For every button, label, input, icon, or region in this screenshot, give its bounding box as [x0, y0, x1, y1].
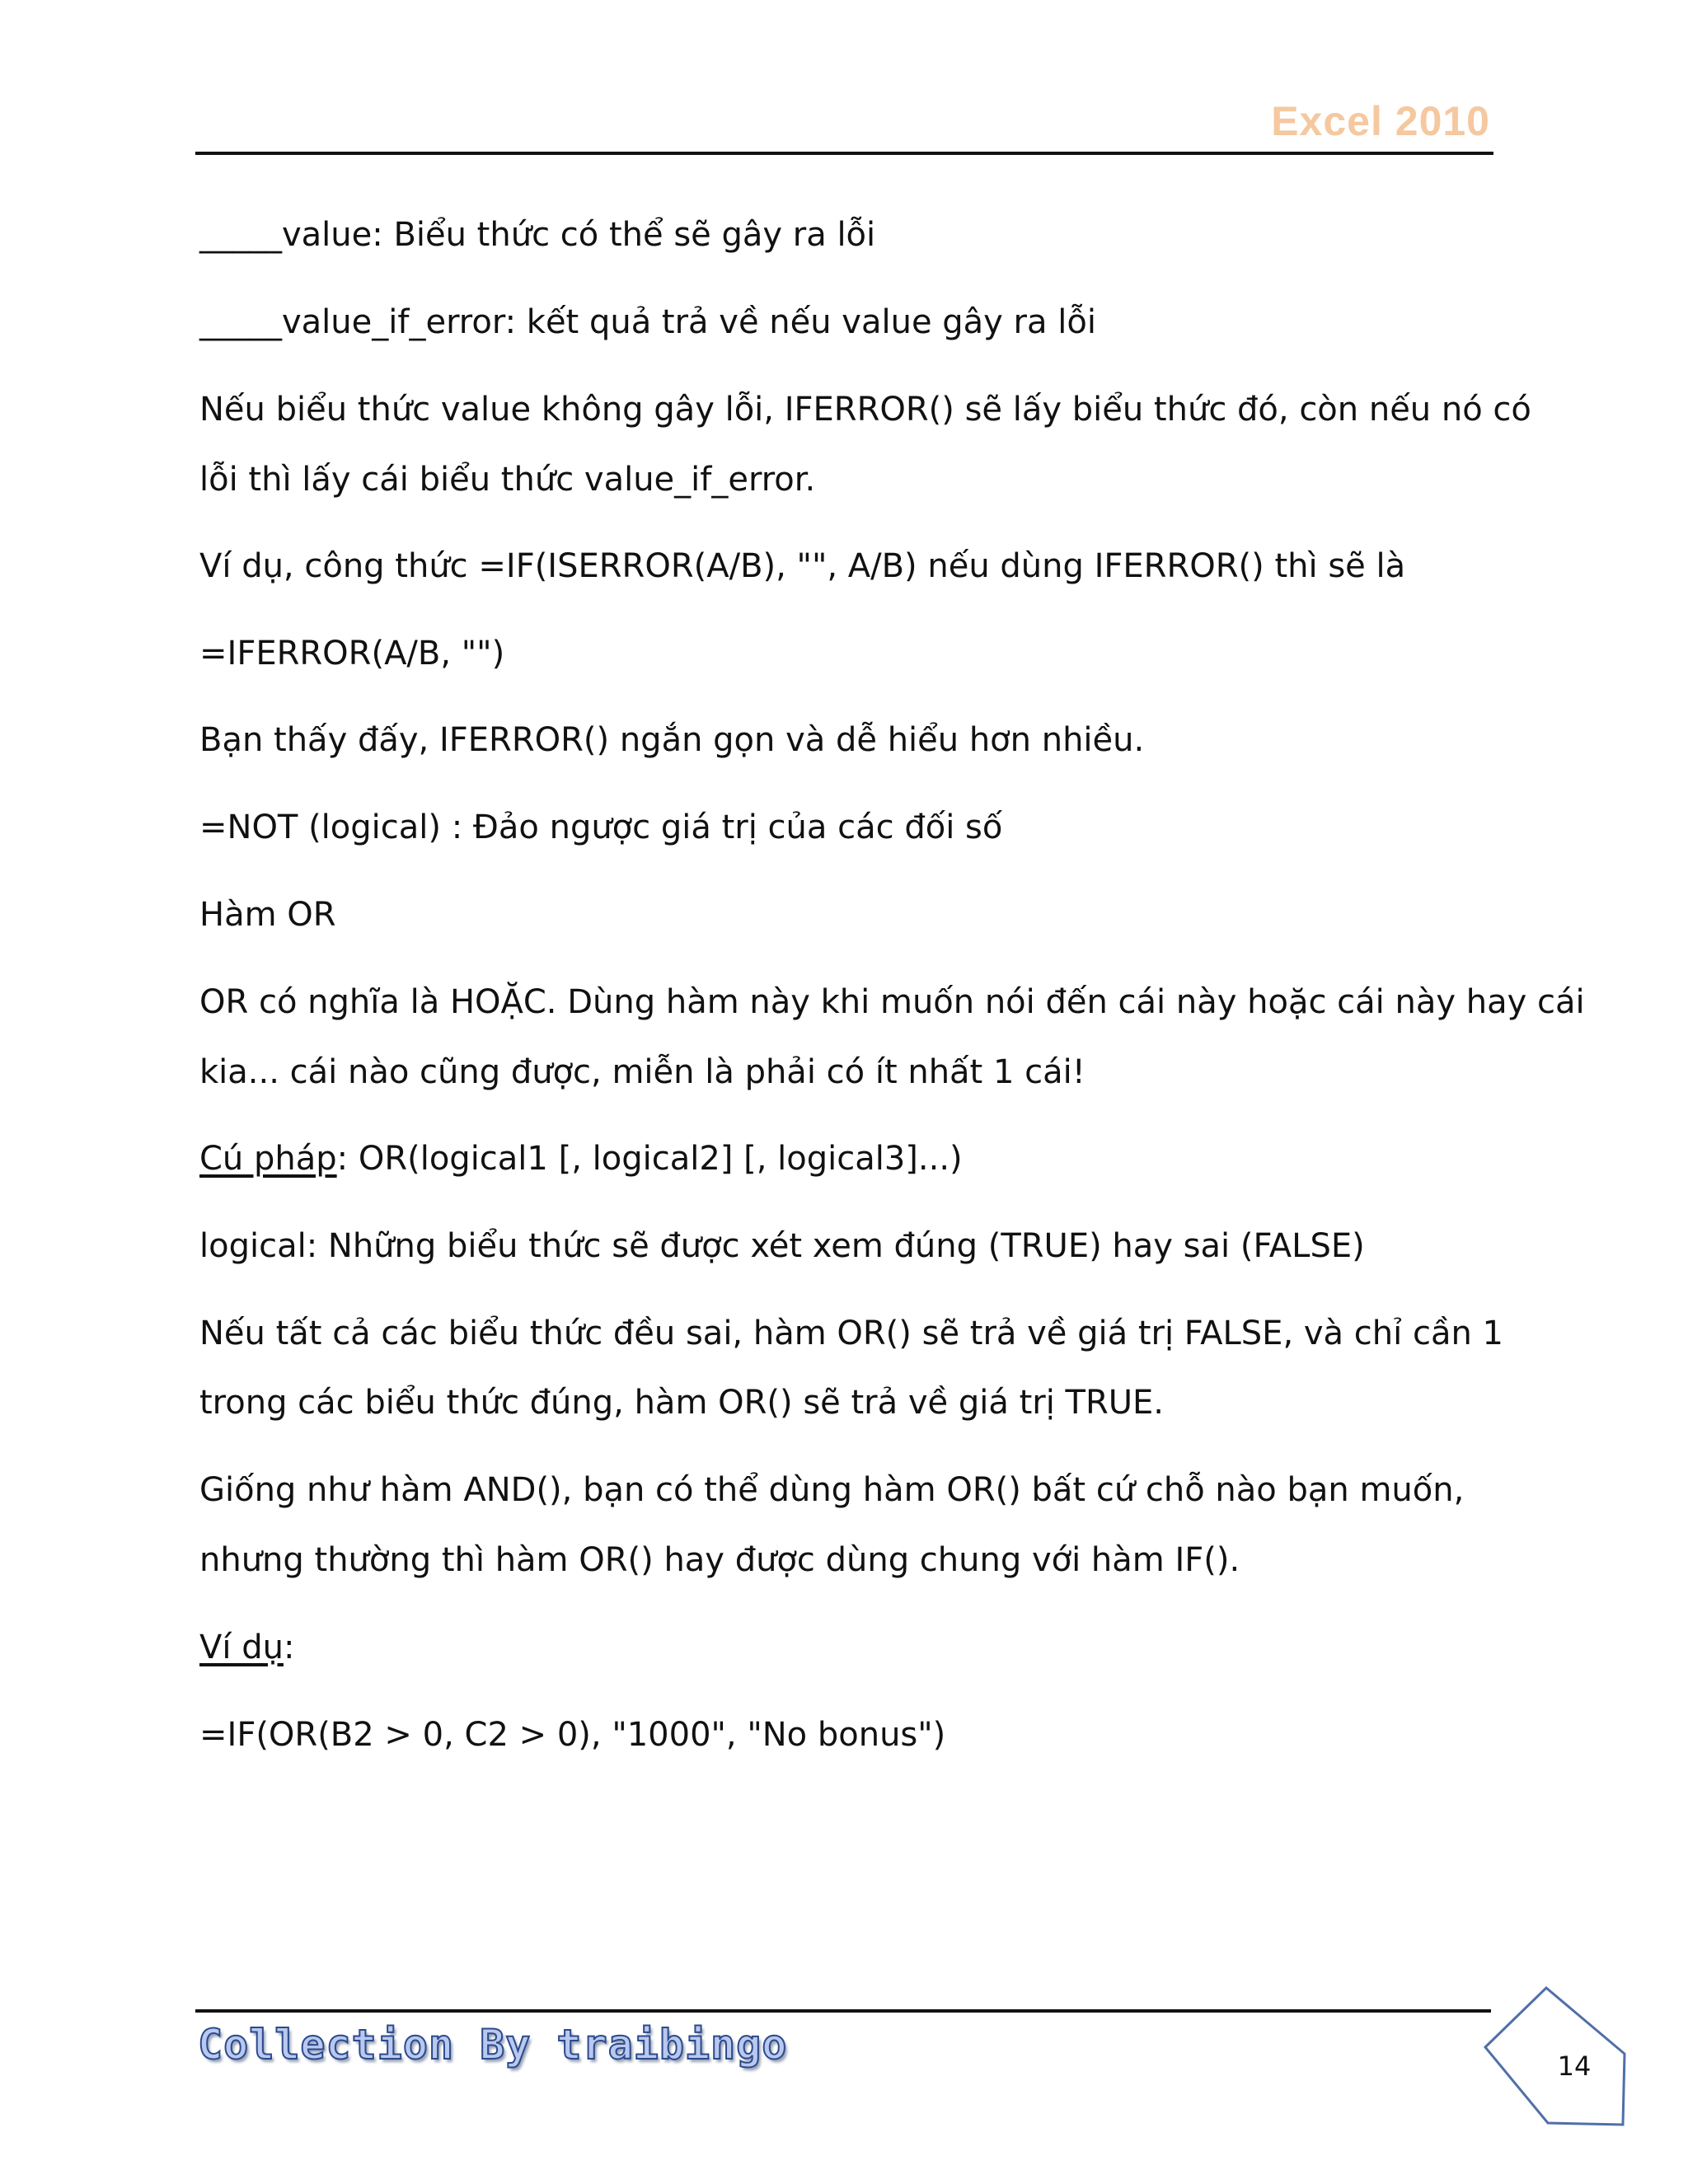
paragraph-line: logical: Những biểu thức sẽ được xét xem đúng (TRUE) hay sai (FALSE)	[199, 1227, 1365, 1265]
section-heading: Hàm OR	[199, 896, 336, 934]
example-line	[199, 1613, 294, 1683]
paragraph-line: =NOT (logical) : Đảo ngược giá trị của các đối số	[199, 808, 1003, 846]
header-title: Excel 2010	[1271, 98, 1490, 144]
page-number: 14	[1557, 2050, 1592, 2082]
paragraph-line: OR có nghĩa là HOẶC. Dùng hàm này khi muốn nói đến cái này hoặc cái này hay cái	[199, 983, 1585, 1021]
paragraph-line: =IFERROR(A/B, "")	[199, 635, 505, 673]
paragraph-line: Nếu biểu thức value không gây lỗi, IFERROR() sẽ lấy biểu thức đó, còn nếu nó có	[199, 391, 1531, 429]
header-rule	[195, 152, 1493, 155]
example-label: Ví dụ	[199, 1629, 284, 1666]
paragraph-line: Giống như hàm AND(), bạn có thể dùng hàm OR() bất cứ chỗ nào bạn muốn,	[199, 1471, 1465, 1509]
footer-collection-text: Collection By traibingo	[198, 2021, 788, 2069]
syntax-label: Cú pháp	[199, 1140, 337, 1178]
syntax-text: : OR(logical1 [, logical2] [, logical3]...)	[336, 1140, 963, 1178]
paragraph-line: Ví dụ, công thức =IF(ISERROR(A/B), "", A/B) nếu dùng IFERROR() thì sẽ là	[199, 547, 1406, 585]
paragraph-line: lỗi thì lấy cái biểu thức value_if_error.	[199, 461, 816, 499]
formula-line: =IF(OR(B2 > 0, C2 > 0), "1000", "No bonus")	[199, 1716, 946, 1754]
paragraph-line: _____value_if_error: kết quả trả về nếu value gây ra lỗi	[199, 303, 1096, 341]
paragraph-line: nhưng thường thì hàm OR() hay được dùng chung với hàm IF().	[199, 1541, 1240, 1579]
footer-rule	[195, 2009, 1491, 2013]
paragraph-line: trong các biểu thức đúng, hàm OR() sẽ trả về giá trị TRUE.	[199, 1384, 1165, 1422]
example-suffix: :	[283, 1629, 295, 1666]
syntax-line	[199, 1124, 963, 1194]
paragraph-line: Bạn thấy đấy, IFERROR() ngắn gọn và dễ hiểu hơn nhiều.	[199, 721, 1145, 759]
paragraph-line: Nếu tất cả các biểu thức đều sai, hàm OR() sẽ trả về giá trị FALSE, và chỉ cần 1	[199, 1315, 1503, 1352]
paragraph-line: kia... cái nào cũng được, miễn là phải có ít nhất 1 cái!	[199, 1053, 1085, 1091]
paragraph-line: _____value: Biểu thức có thể sẽ gây ra lỗi	[199, 216, 876, 254]
